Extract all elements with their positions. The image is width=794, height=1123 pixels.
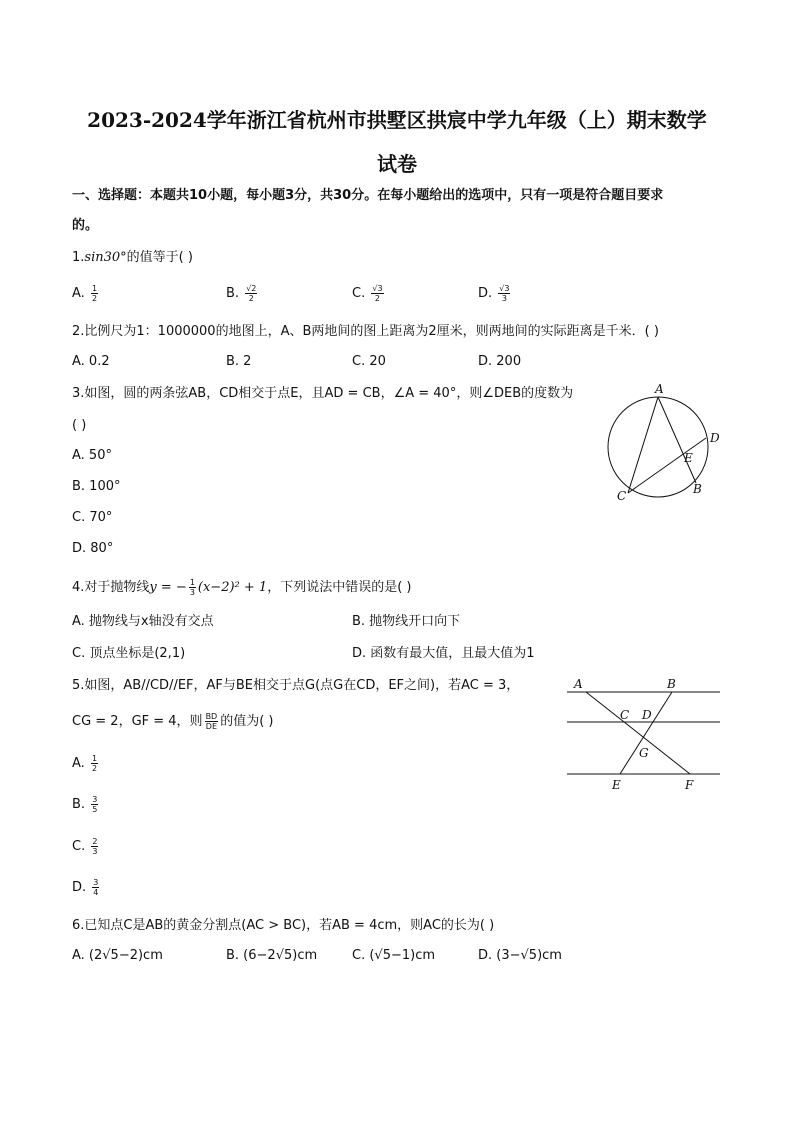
question-2-option-c[interactable]: C. 20 xyxy=(352,354,386,369)
fraction: $\frac{√2}{2}$ xyxy=(246,284,257,303)
label-b: B xyxy=(693,482,702,496)
fraction: $\frac{√3}{3}$ xyxy=(499,284,510,303)
fraction: $\frac{1}{2}$ xyxy=(91,284,98,303)
question-2-option-b[interactable]: B. 2 xyxy=(226,354,252,369)
page-title-cont: 试卷 xyxy=(377,152,417,176)
question-1-option-d[interactable]: D. $\frac{√3}{3}$ xyxy=(478,284,510,303)
label-f: F xyxy=(685,778,694,792)
page-title: 2023-2024学年浙江省杭州市拱墅区拱宸中学九年级（上）期末数学 xyxy=(87,108,707,132)
question-5-option-a[interactable]: A. $\frac{1}{2}$ xyxy=(72,754,98,773)
question-4-option-d[interactable]: D. 函数有最大值，且最大值为1 xyxy=(352,646,535,661)
question-3-option-d[interactable]: D. 80° xyxy=(72,541,114,556)
question-5-option-d[interactable]: D. $\frac{3}{4}$ xyxy=(72,878,99,897)
question-4-option-c[interactable]: C. 顶点坐标是(2,1) xyxy=(72,646,186,661)
question-1-option-a[interactable]: A. $\frac{1}{2}$ xyxy=(72,284,98,303)
question-5-option-b[interactable]: B. $\frac{3}{5}$ xyxy=(72,795,98,814)
question-1-stem: 1.sin30°的值等于( ) xyxy=(72,250,193,265)
question-4-option-b[interactable]: B. 抛物线开口向下 xyxy=(352,614,461,629)
question-3-option-b[interactable]: B. 100° xyxy=(72,479,121,494)
label-a: A xyxy=(574,677,583,691)
parallel-lines-figure xyxy=(562,672,732,797)
fraction: $\frac{1}{3}$ xyxy=(189,578,195,597)
label-c: C xyxy=(620,708,630,722)
section-heading-cont: 的。 xyxy=(72,218,99,233)
question-6-option-c[interactable]: C. (√5−1)cm xyxy=(352,948,436,963)
question-3-stem-cont: ( ) xyxy=(72,418,87,433)
fraction: $\frac{2}{3}$ xyxy=(92,837,98,856)
question-3-option-a[interactable]: A. 50° xyxy=(72,448,112,463)
question-6-option-b[interactable]: B. (6−2√5)cm xyxy=(226,948,318,963)
label-d: D xyxy=(710,431,720,445)
fraction: $\frac{1}{2}$ xyxy=(91,754,98,773)
question-3-stem: 3.如图，圆的两条弦AB，CD相交于点E，且AD = CB，∠A = 40°，则∠DEB的度数为 xyxy=(72,386,574,401)
question-2-option-a[interactable]: A. 0.2 xyxy=(72,354,110,369)
label-a: A xyxy=(655,382,664,396)
label-c: C xyxy=(617,489,627,503)
question-2-option-d[interactable]: D. 200 xyxy=(478,354,522,369)
label-g: G xyxy=(639,746,649,760)
question-4-option-a[interactable]: A. 抛物线与x轴没有交点 xyxy=(72,614,214,629)
question-2-stem: 2.比例尺为1：1000000的地图上，A、B两地间的图上距离为2厘米，则两地间的实际距离是千米．( ) xyxy=(72,324,659,339)
label-e: E xyxy=(612,778,621,792)
fraction: $\frac{3}{4}$ xyxy=(93,878,99,897)
fraction: $\frac{3}{5}$ xyxy=(92,795,98,814)
segment-be xyxy=(620,692,672,774)
question-5-stem-cont: CG = 2，GF = 4，则 $\frac{BD}{DE}$ 的值为( ) xyxy=(72,712,274,731)
question-6-option-d[interactable]: D. (3−√5)cm xyxy=(478,948,562,963)
question-5-option-c[interactable]: C. $\frac{2}{3}$ xyxy=(72,837,98,856)
question-6-option-a[interactable]: A. (2√5−2)cm xyxy=(72,948,163,963)
fraction: $\frac{BD}{DE}$ xyxy=(205,712,218,731)
segment-af xyxy=(586,692,690,774)
question-6-stem: 6.已知点C是AB的黄金分割点(AC > BC)，若AB = 4cm，则AC的长为( ) xyxy=(72,918,495,933)
question-1-option-c[interactable]: C. $\frac{√3}{2}$ xyxy=(352,284,383,303)
circle-chord-figure xyxy=(600,380,730,510)
label-d: D xyxy=(642,708,652,722)
question-5-stem: 5.如图，AB//CD//EF，AF与BE相交于点G(点G在CD，EF之间)，若AC = 3， xyxy=(72,678,520,693)
question-3-option-c[interactable]: C. 70° xyxy=(72,510,113,525)
section-heading: 一、选择题：本题共10小题，每小题3分，共30分。在每小题给出的选项中，只有一项是符合题目要求 xyxy=(72,188,664,203)
fraction: $\frac{√3}{2}$ xyxy=(372,284,383,303)
label-b: B xyxy=(667,677,676,691)
chord-ab xyxy=(658,397,696,483)
question-4-stem: 4.对于抛物线y = − $\frac{1}{3}$ (x−2)² + 1，下列说法中错误的是( ) xyxy=(72,578,412,597)
question-1-option-b[interactable]: B. $\frac{√2}{2}$ xyxy=(226,284,257,303)
chord-ac xyxy=(628,397,658,493)
label-e: E xyxy=(684,451,693,465)
